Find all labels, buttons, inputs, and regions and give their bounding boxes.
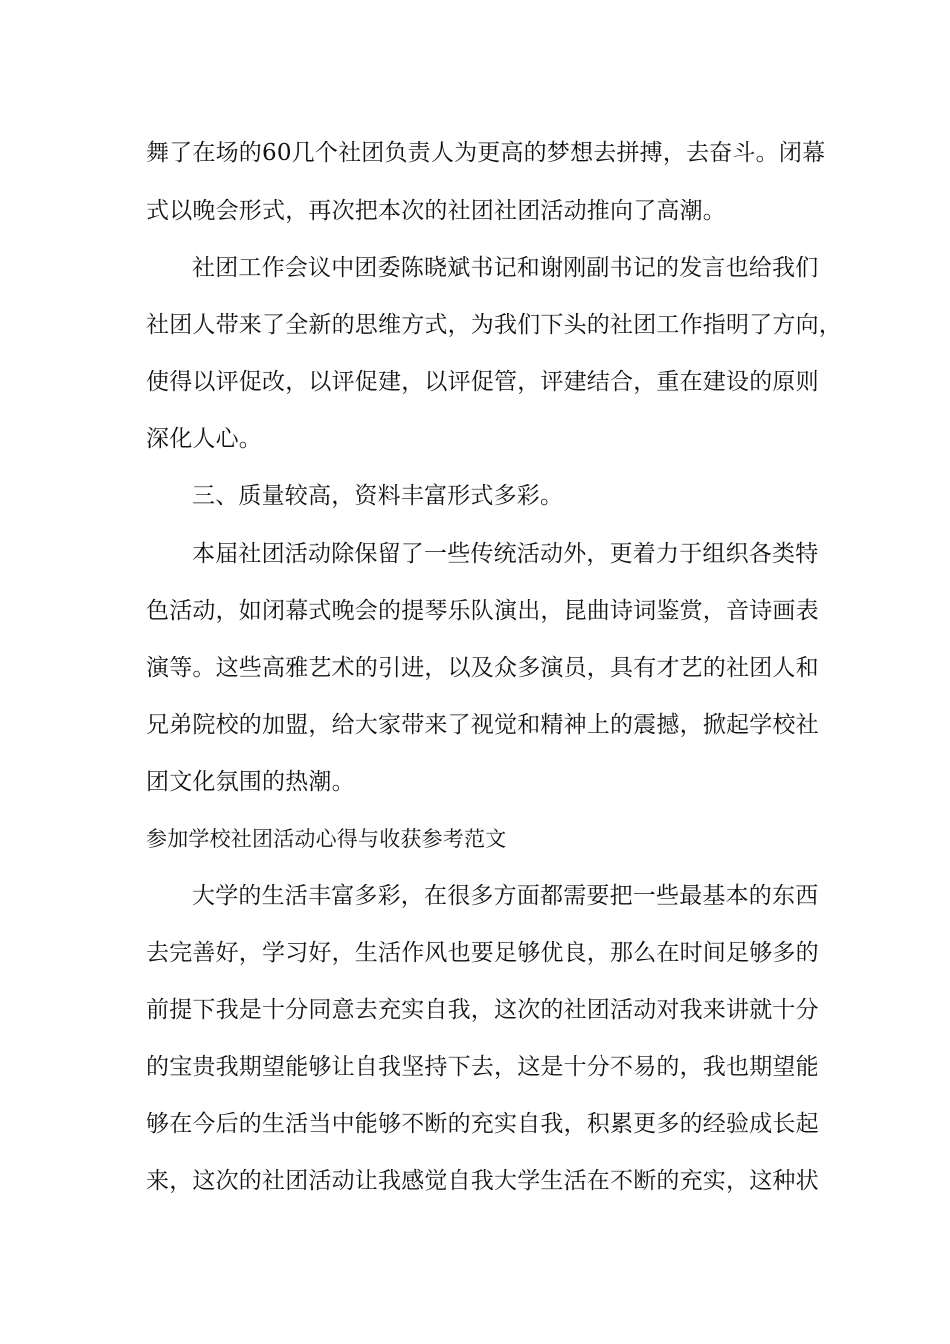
- paragraph-line: 式以晚会形式，再次把本次的社团社团活动推向了高潮。: [146, 198, 726, 224]
- section-heading: 三、质量较高，资料丰富形式多彩。: [192, 483, 564, 509]
- paragraph-line: 演等。这些高雅艺术的引进，以及众多演员，具有才艺的社团人和: [146, 655, 819, 681]
- paragraph-line: 深化人心。: [146, 426, 262, 452]
- paragraph-line: 去完善好，学习好，生活作风也要足够优良，那么在时间足够多的: [146, 940, 819, 966]
- paragraph-line: 够在今后的生活当中能够不断的充实自我，积累更多的经验成长起: [146, 1111, 819, 1137]
- paragraph-line: 本届社团活动除保留了一些传统活动外，更着力于组织各类特: [192, 541, 819, 567]
- paragraph-line: 的宝贵我期望能够让自我坚持下去，这是十分不易的，我也期望能: [146, 1054, 819, 1080]
- article-title: 参加学校社团活动心得与收获参考范文: [146, 827, 507, 851]
- paragraph-line: 兄弟院校的加盟，给大家带来了视觉和精神上的震撼，掀起学校社: [146, 712, 819, 738]
- paragraph-line: 前提下我是十分同意去充实自我，这次的社团活动对我来讲就十分: [146, 997, 819, 1023]
- paragraph-line: 大学的生活丰富多彩，在很多方面都需要把一些最基本的东西: [192, 883, 819, 909]
- paragraph-line: 舞了在场的60几个社团负责人为更高的梦想去拼搏，去奋斗。闭幕: [146, 140, 826, 166]
- paragraph-line: 团文化氛围的热潮。: [146, 769, 355, 795]
- paragraph-line: 社团人带来了全新的思维方式，为我们下头的社团工作指明了方向，: [146, 312, 842, 338]
- paragraph-line: 使得以评促改，以评促建，以评促管，评建结合，重在建设的原则: [146, 369, 819, 395]
- paragraph-line: 社团工作会议中团委陈晓斌书记和谢刚副书记的发言也给我们: [192, 255, 819, 281]
- paragraph-line: 来，这次的社团活动让我感觉自我大学生活在不断的充实，这种状: [146, 1168, 819, 1194]
- paragraph-line: 色活动，如闭幕式晚会的提琴乐队演出，昆曲诗词鉴赏，音诗画表: [146, 598, 819, 624]
